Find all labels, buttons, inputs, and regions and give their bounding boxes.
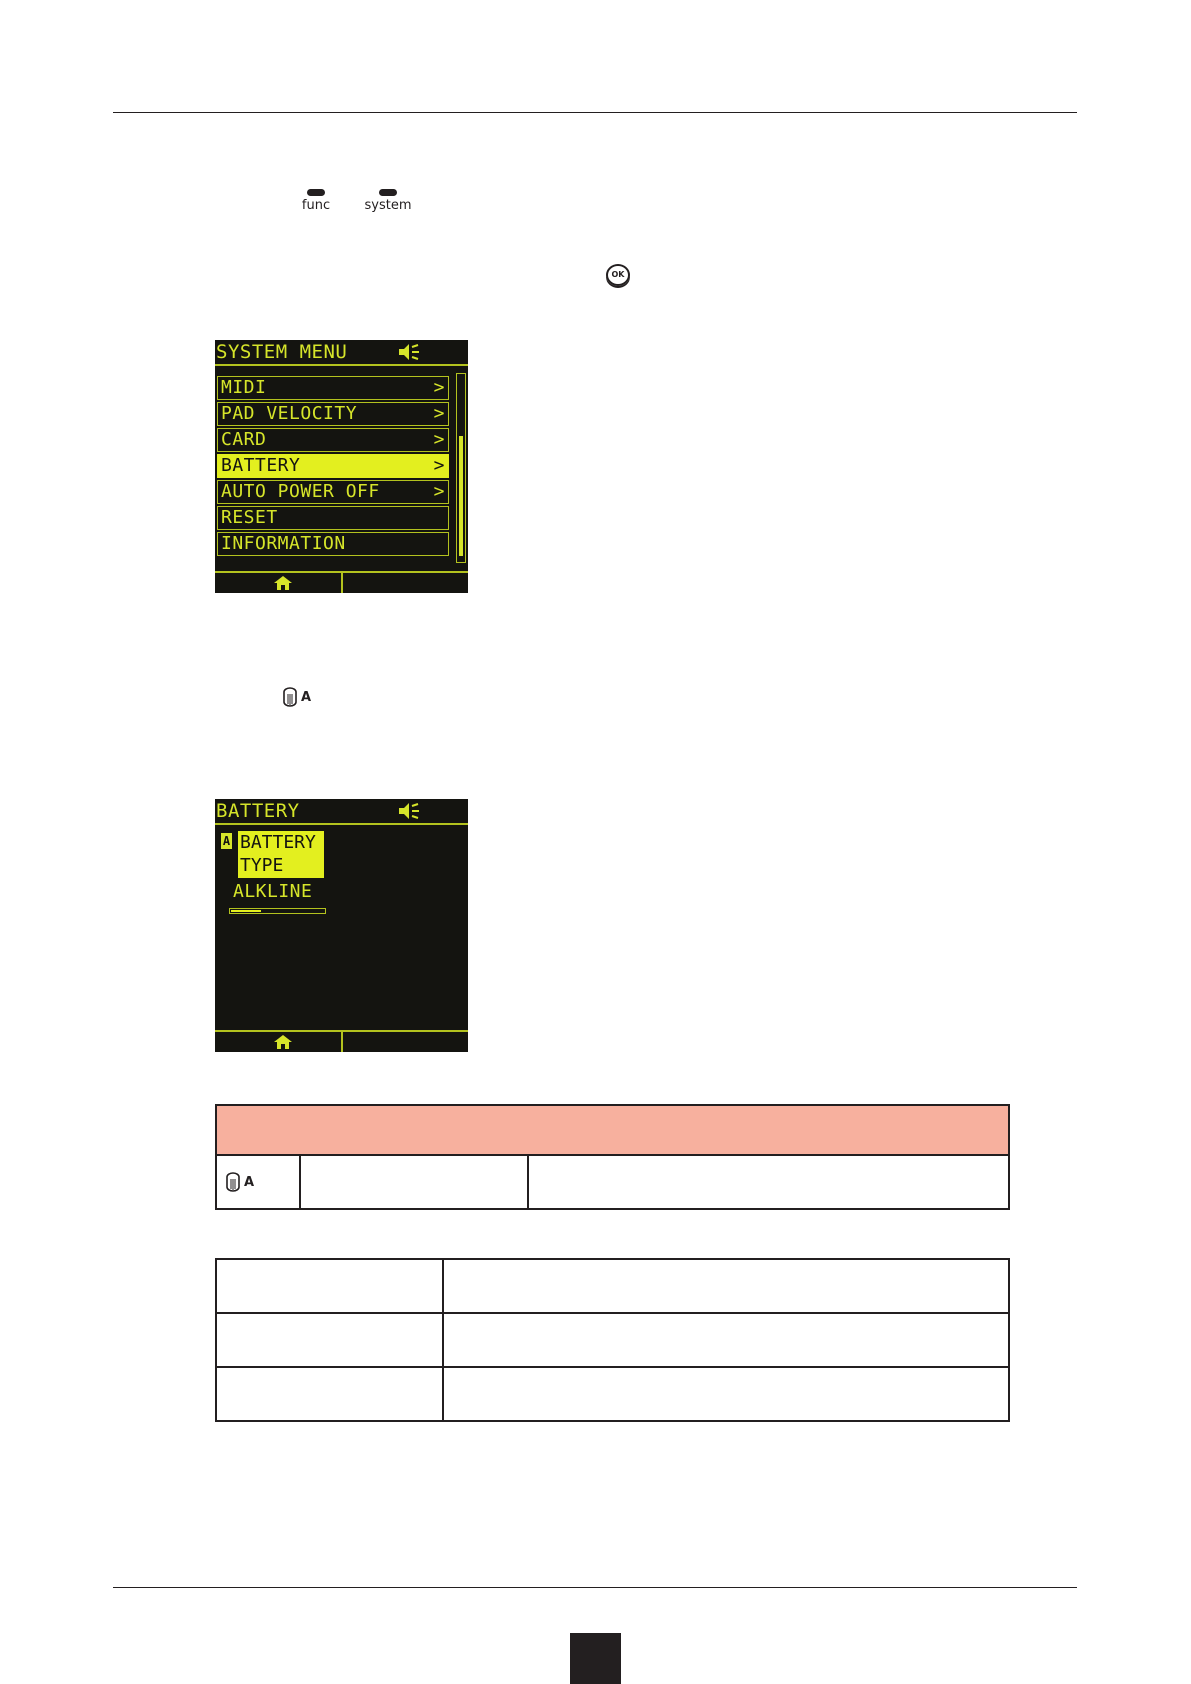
parameter-table	[215, 1104, 1010, 1210]
lcd-footer	[215, 571, 468, 593]
system-button	[364, 189, 412, 213]
knob-a-indicator	[217, 1171, 299, 1193]
page-number-tab	[570, 1633, 621, 1684]
table-header-cell	[216, 1105, 1009, 1155]
table-cell	[443, 1313, 1009, 1367]
table-row	[216, 1155, 1009, 1209]
footer-divider	[341, 573, 343, 593]
func-button-label: func	[301, 198, 331, 213]
home-icon	[274, 576, 292, 590]
options-table	[215, 1258, 1010, 1422]
param-value: ALKLINE	[233, 881, 313, 902]
table-cell	[216, 1259, 443, 1313]
table-cell-knob	[216, 1155, 300, 1209]
screen-title: BATTERY	[216, 800, 300, 822]
menu-item-auto-power-off[interactable]: AUTO POWER OFF >	[217, 480, 449, 504]
knob-a-label: A	[301, 689, 312, 705]
chevron-right-icon: >	[433, 377, 445, 398]
table-cell	[443, 1367, 1009, 1421]
lcd-footer	[215, 1030, 468, 1052]
table-cell	[300, 1155, 528, 1209]
menu-item-information[interactable]: INFORMATION	[217, 532, 449, 556]
system-button-label: system	[364, 198, 412, 213]
table-cell	[216, 1367, 443, 1421]
table-row	[216, 1313, 1009, 1367]
knob-icon	[282, 686, 298, 708]
bottom-rule	[113, 1587, 1077, 1588]
knob-icon	[225, 1171, 241, 1193]
table-header-row	[216, 1105, 1009, 1155]
menu-item-card[interactable]: CARD >	[217, 428, 449, 452]
menu-scrollbar[interactable]	[456, 373, 466, 563]
knob-a-indicator	[282, 686, 311, 708]
footer-divider	[341, 1032, 343, 1052]
chevron-right-icon: >	[433, 481, 445, 502]
ok-button-icon: OK	[606, 264, 630, 286]
menu-item-pad-velocity[interactable]: PAD VELOCITY >	[217, 402, 449, 426]
menu-item-battery[interactable]: BATTERY >	[217, 454, 449, 478]
param-level-bar	[229, 908, 326, 914]
chevron-right-icon: >	[433, 429, 445, 450]
func-button-icon	[307, 189, 325, 196]
speaker-muted-icon	[398, 343, 420, 361]
param-level-tick	[261, 909, 262, 913]
home-icon	[274, 1035, 292, 1049]
chevron-right-icon: >	[433, 455, 445, 476]
param-knob-badge: A	[222, 834, 231, 848]
lcd-header	[215, 799, 468, 825]
param-label: BATTERY TYPE	[238, 831, 324, 878]
menu-item-reset[interactable]: RESET	[217, 506, 449, 530]
menu-item-midi[interactable]: MIDI >	[217, 376, 449, 400]
param-level-fill	[231, 910, 262, 912]
system-button-icon	[379, 189, 397, 196]
system-menu-screen	[215, 340, 468, 593]
table-cell	[443, 1259, 1009, 1313]
table-cell	[216, 1313, 443, 1367]
speaker-muted-icon	[398, 802, 420, 820]
lcd-header	[215, 340, 468, 366]
chevron-right-icon: >	[433, 403, 445, 424]
screen-title: SYSTEM MENU	[216, 341, 348, 363]
table-row	[216, 1259, 1009, 1313]
system-menu-list	[217, 376, 449, 558]
battery-screen	[215, 799, 468, 1052]
table-cell	[528, 1155, 1009, 1209]
top-rule	[113, 112, 1077, 113]
table-row	[216, 1367, 1009, 1421]
scrollbar-thumb[interactable]	[459, 436, 463, 556]
knob-a-label: A	[244, 1174, 255, 1190]
func-button	[300, 189, 332, 213]
param-level-tick	[293, 909, 294, 913]
